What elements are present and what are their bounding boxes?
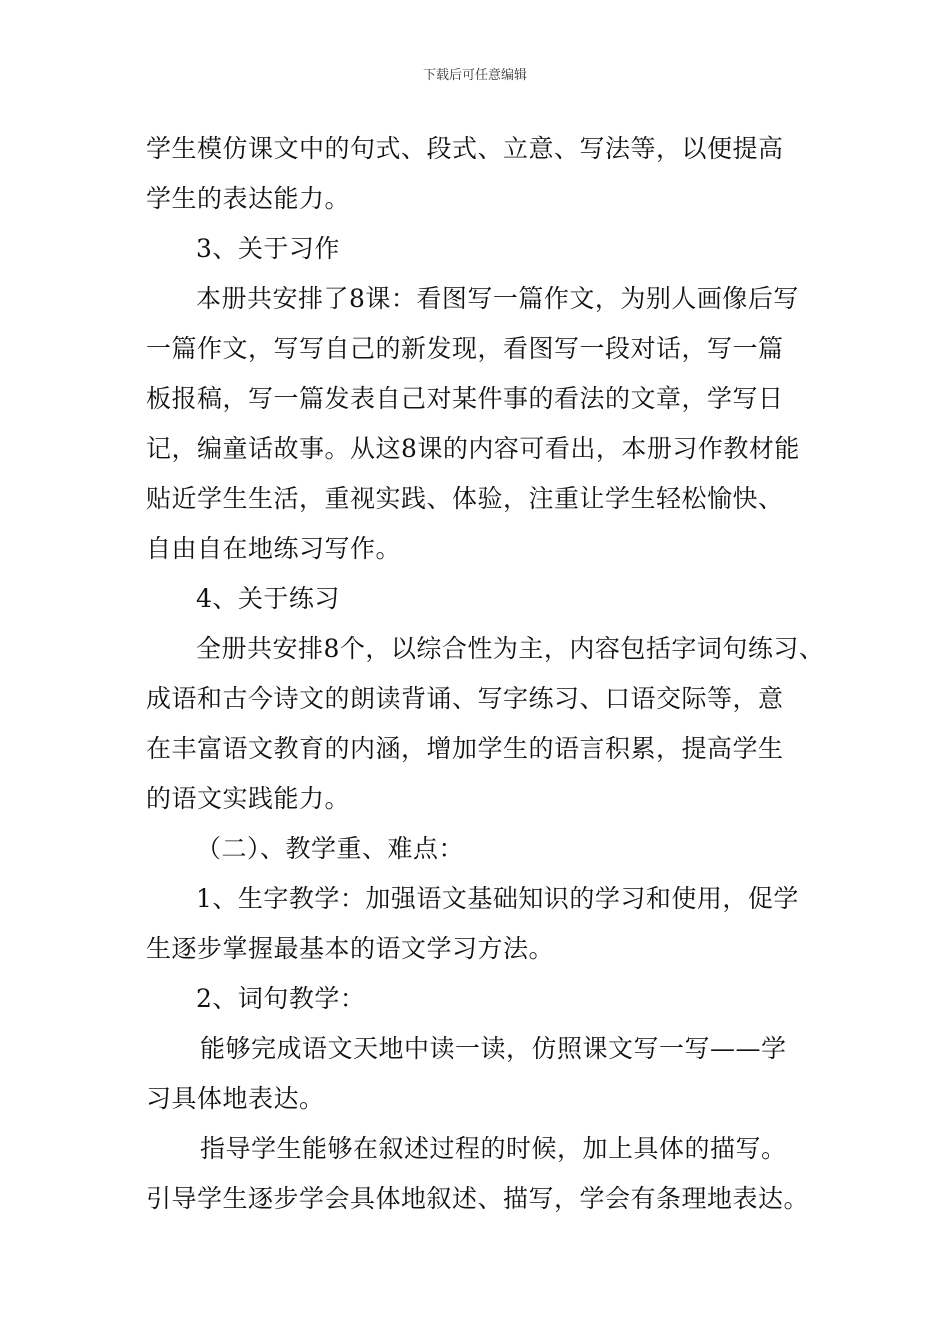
text-line: 记，编童话故事。从这8课的内容可看出，本册习作教材能	[146, 434, 800, 463]
text-line: 学生模仿课文中的句式、段式、立意、写法等，以便提高	[146, 134, 784, 163]
section-heading: （二）、教学重、难点：	[196, 834, 465, 863]
page-header: 下载后可任意编辑	[422, 68, 527, 83]
text-line: 贴近学生生活，重视实践、体验，注重让学生轻松愉快、	[146, 484, 784, 513]
text-line: 能够完成语文天地中读一读，仿照课文写一写——学	[200, 1034, 787, 1063]
text-line: 成语和古今诗文的朗读背诵、写字练习、口语交际等，意	[146, 684, 784, 713]
text-line: 指导学生能够在叙述过程的时候，加上具体的描写。	[200, 1134, 787, 1163]
section-heading: 3、关于习作	[196, 234, 340, 263]
text-line: 在丰富语文教育的内涵，增加学生的语言积累，提高学生	[146, 734, 784, 763]
text-line: 一篇作文，写写自己的新发现，看图写一段对话，写一篇	[146, 334, 784, 363]
text-line: 习具体地表达。	[146, 1084, 325, 1113]
section-heading: 4、关于练习	[196, 584, 340, 613]
text-line: 1、生字教学：加强语文基础知识的学习和使用，促学	[196, 884, 799, 913]
text-line: 自由自在地练习写作。	[146, 534, 402, 563]
text-line: 板报稿，写一篇发表自己对某件事的看法的文章，学写日	[146, 384, 784, 413]
text-line: 学生的表达能力。	[146, 184, 351, 213]
text-line: 全册共安排8个，以综合性为主，内容包括字词句练习、	[196, 634, 825, 663]
text-line: 本册共安排了8课：看图写一篇作文，为别人画像后写	[196, 284, 799, 313]
text-line: 引导学生逐步学会具体地叙述、描写，学会有条理地表达。	[146, 1184, 810, 1213]
section-heading: 2、词句教学：	[196, 984, 366, 1013]
text-line: 生逐步掌握最基本的语文学习方法。	[146, 934, 555, 963]
text-line: 的语文实践能力。	[146, 784, 351, 813]
document-body	[146, 124, 826, 1224]
